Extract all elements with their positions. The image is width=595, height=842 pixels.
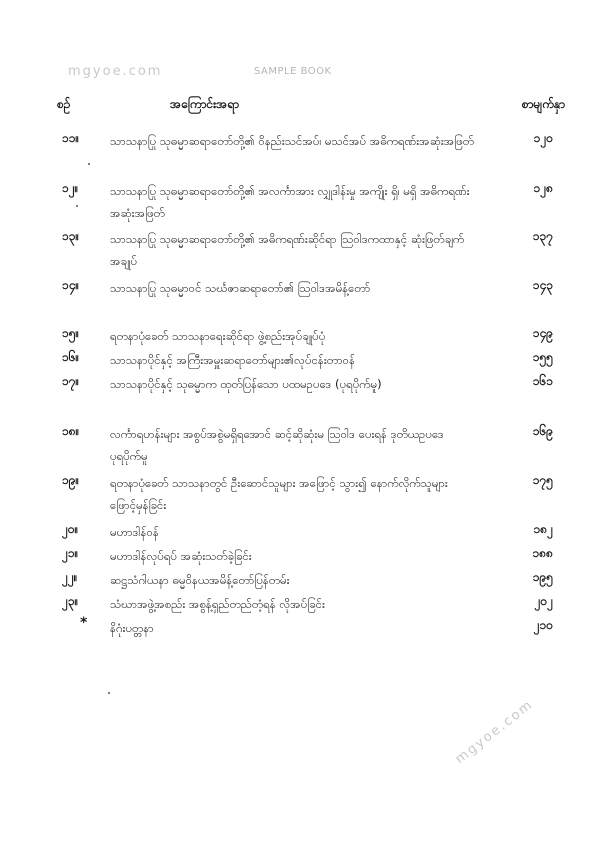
entry-page: ၁၈၂: [533, 522, 553, 536]
entry-page: ၂၀၂: [534, 594, 553, 608]
entry-number: ၁၅။: [62, 326, 80, 340]
entry-number: ၁၃။: [62, 229, 80, 243]
entry-page: ၁၄၃: [532, 278, 553, 292]
entry-title: သာသနာပိုင်နှင့် အကြီးအမှူးဆရာတော်များ၏လုပ်ငန်းတာဝန်: [110, 353, 356, 367]
entry-page: ၁၆၁: [532, 374, 553, 388]
entry-title: သာသနာပြု သုဓမ္မာဝင် သင်္ဃဇာဆရာတော်၏ ဩဝါဒအမိန့်တော်: [110, 281, 371, 295]
entry-title: သာသနာပြု သုဓမ္မာဆရာတော်တို့၏ ဝိနည်းသင်အပ်၊ မသင်အပ် အဓိကရဏ်းအဆုံးအဖြတ်: [110, 134, 475, 148]
entry-title: ရတနာပုံခေတ် သာသနာရေးဆိုင်ရာ ဖွဲ့စည်းအုပ်ချုပ်ပုံ: [110, 329, 326, 343]
sample-book-label: SAMPLE BOOK: [254, 66, 332, 77]
entry-title: မဟာဒါန်ဝန်: [110, 525, 159, 539]
entry-number: ၂၁။: [62, 546, 79, 560]
header-number: စဉ်: [57, 97, 71, 111]
header-page: စာမျက်နှာ: [521, 97, 565, 111]
entry-title: သာသနာပြု သုဓမ္မာဆရာတော်တို့၏ အဓိကရဏ်းဆိုင်ရာ ဩဝါဒကထာနှင့် ဆုံးဖြတ်ချက်အချုပ်: [110, 232, 465, 268]
entry-number: ၁၂။: [62, 181, 79, 195]
scan-speck: [76, 205, 78, 207]
entry-number: ၁၆။: [62, 350, 80, 364]
scan-speck: [88, 163, 90, 165]
entry-page: ၁၄၉: [532, 326, 553, 340]
entry-number: ၁၉။: [62, 473, 80, 487]
entry-page: ၂၁၀: [533, 618, 553, 632]
scan-speck: [108, 692, 110, 694]
entry-title: မဟာဒါန်လုပ်ရပ် အဆုံးသတ်ခဲ့ခြင်း: [110, 549, 252, 563]
entry-page: ၁၇၅: [532, 473, 553, 487]
entry-number: ၂၂။: [62, 570, 78, 584]
entry-page: ၁၉၅: [532, 570, 553, 584]
header-subject: အကြောင်းအရာ: [170, 97, 239, 111]
entry-number: ၁၇။: [62, 374, 80, 388]
entry-number: ၂၀။: [62, 522, 79, 536]
entry-page: ၁၃၇: [532, 229, 553, 243]
entry-title: နိဂုံးပတ္တနာ: [110, 621, 154, 635]
entry-page: ၁၂၈: [533, 181, 553, 195]
entry-title: ရတနာပုံခေတ် သာသနာတွင် ဦးဆောင်သူများ အဖြောင့် သွား၍ နောက်လိုက်သူများ ဖြောင့်မှန်ခြင်း: [110, 476, 448, 512]
entry-title: သာသနာပိုင်နှင့် သုဓမ္မာက ထုတ်ပြန်သော ပထမဥပဒေ (ပုရပိုက်မူ): [110, 377, 382, 391]
entry-page: ၁၆၉: [532, 424, 553, 438]
entry-page: ၁၅၅: [532, 350, 553, 364]
entry-page: ၁၂၀: [533, 131, 553, 145]
entry-number: ၁၄။: [62, 278, 80, 292]
entry-page: ၁၈၈: [532, 546, 553, 560]
entry-title: လင်္ကာရဟန်းများ အစွပ်အစွဲမရှိရအောင် ဆင့်ဆိုဆုံးမ ဩဝါဒ ပေးရန် ဒုတိယဥပဒေ ပုရပိုက်မူ: [110, 427, 444, 463]
entry-number: ၂၃။: [62, 594, 79, 608]
entry-title: ဆဋ္ဌသံဂါယနာ ဓမ္မဝိနယအမိန့်တော်ပြန်တမ်း: [110, 573, 290, 587]
entry-number: ၁၈။: [62, 424, 80, 438]
entry-title: သာသနာပြု သုဓမ္မာဆရာတော်တို့၏ အလင်္ကာအား လျှုဒါန်းမှု အကျိုး ရှိ၊ မရှိ အဓိကရဏ်းအဆုံးအဖြတ်: [110, 184, 470, 220]
entry-bullet: *: [80, 615, 88, 631]
entry-number: ၁၁။: [62, 131, 80, 145]
entry-title: သံဃာအဖွဲ့အစည်း အစွန့်ရှည်တည်တံ့ရန် လိုအပ်ခြင်း: [110, 597, 325, 611]
watermark-top: mgyoe.com: [68, 64, 163, 79]
watermark-diagonal: mgyoe.com: [452, 697, 537, 767]
